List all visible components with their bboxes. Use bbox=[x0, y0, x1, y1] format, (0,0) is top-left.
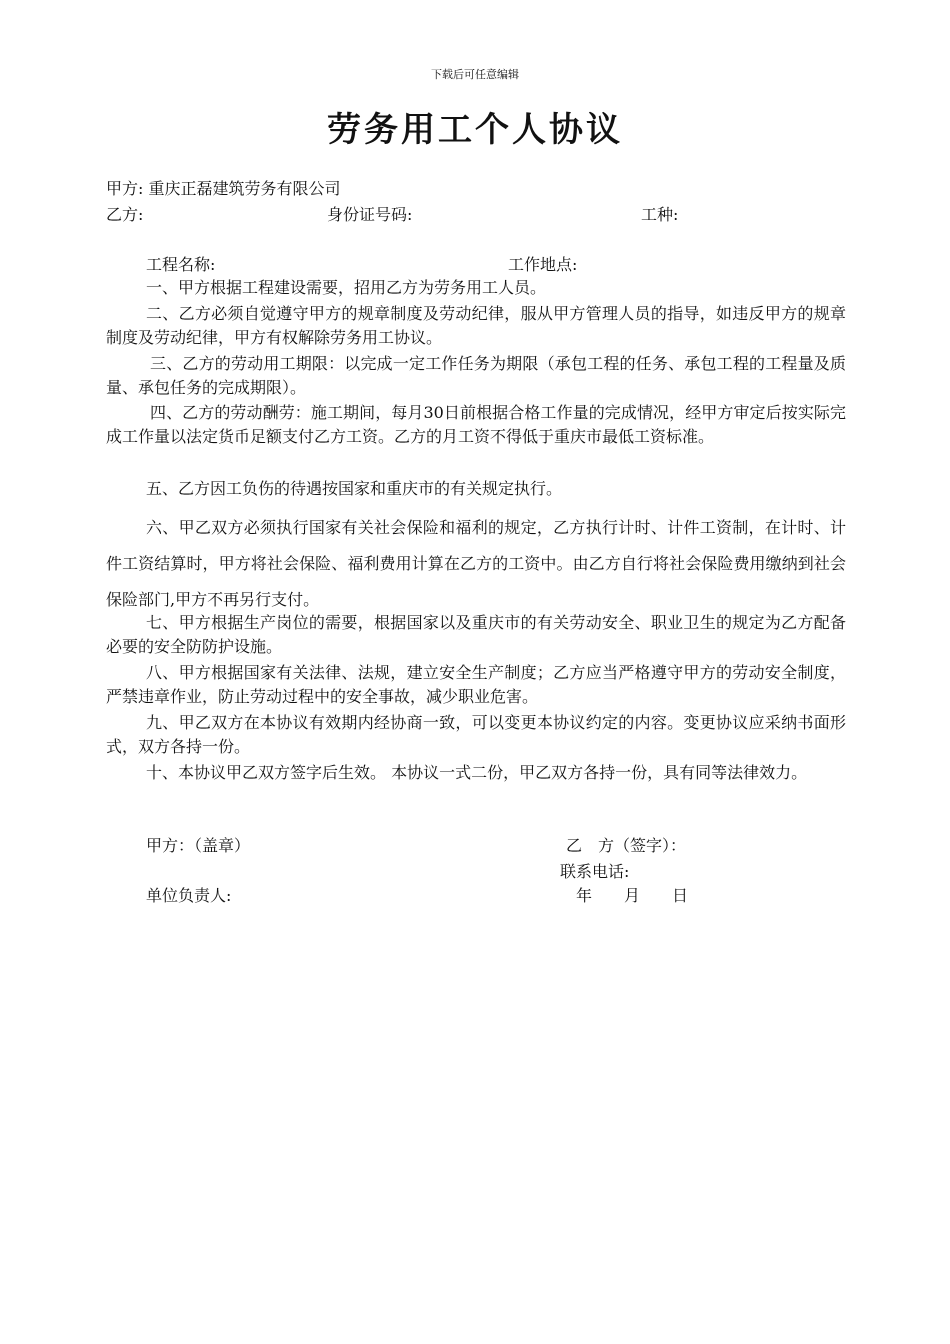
contact-phone-label: 联系电话: bbox=[560, 862, 630, 881]
clause-9: 九、甲乙双方在本协议有效期内经协商一致，可以变更本协议约定的内容。变更协议应采纳书面形式，双方各持一份。 bbox=[106, 713, 846, 756]
party-a-line bbox=[106, 179, 341, 199]
clause-6: 六、甲乙双方必须执行国家有关社会保险和福利的规定，乙方执行计时、计件工资制，在计时、计件工资结算时，甲方将社会保险、福利费用计算在乙方的工资中。由乙方自行将社会保险费用缴纳到社会保险部门,甲方不再另行支付。 bbox=[106, 518, 846, 609]
party-b-label: 乙方: bbox=[106, 205, 144, 224]
document-title: 劳务用工个人协议 bbox=[327, 110, 623, 150]
unit-head-label: 单位负责人: bbox=[146, 886, 232, 905]
clause-7: 七、甲方根据生产岗位的需要，根据国家以及重庆市的有关劳动安全、职业卫生的规定为乙方配备必要的安全防防护设施。 bbox=[106, 613, 846, 656]
header-note: 下载后可任意编辑 bbox=[431, 68, 519, 81]
clause-2: 二、乙方必须自觉遵守甲方的规章制度及劳动纪律，服从甲方管理人员的指导，如违反甲方的规章制度及劳动纪律，甲方有权解除劳务用工协议。 bbox=[106, 304, 846, 347]
id-number-label: 身份证号码: bbox=[327, 205, 413, 224]
job-type-label: 工种: bbox=[641, 205, 679, 224]
clause-10: 十、本协议甲乙双方签字后生效。 本协议一式二份，甲乙双方各持一份，具有同等法律效力。 bbox=[146, 763, 808, 782]
work-location-label: 工作地点: bbox=[508, 255, 578, 274]
clause-4: 四、乙方的劳动酬劳：施工期间，每月30日前根据合格工作量的完成情况，经甲方审定后按实际完成工作量以法定货币足额支付乙方工资。乙方的月工资不得低于重庆市最低工资标准。 bbox=[106, 403, 846, 446]
party-b-signature: 乙 方（签字）： bbox=[566, 836, 687, 855]
clause-8: 八、甲方根据国家有关法律、法规，建立安全生产制度；乙方应当严格遵守甲方的劳动安全制度，严禁违章作业，防止劳动过程中的安全事故，减少职业危害。 bbox=[106, 663, 846, 706]
party-a-label: 甲方: bbox=[106, 179, 144, 198]
signing-date: 年 月 日 bbox=[576, 886, 689, 905]
party-a-seal: 甲方：（盖章） bbox=[146, 836, 251, 855]
clause-3: 三、乙方的劳动用工期限：以完成一定工作任务为期限（承包工程的任务、承包工程的工程量及质量、承包任务的完成期限）。 bbox=[106, 354, 846, 397]
party-a-name: 重庆正磊建筑劳务有限公司 bbox=[148, 179, 341, 198]
clause-1: 一、甲方根据工程建设需要，招用乙方为劳务用工人员。 bbox=[146, 278, 547, 297]
clause-5: 五、乙方因工负伤的待遇按国家和重庆市的有关规定执行。 bbox=[146, 479, 563, 498]
project-name-label: 工程名称: bbox=[146, 255, 216, 274]
